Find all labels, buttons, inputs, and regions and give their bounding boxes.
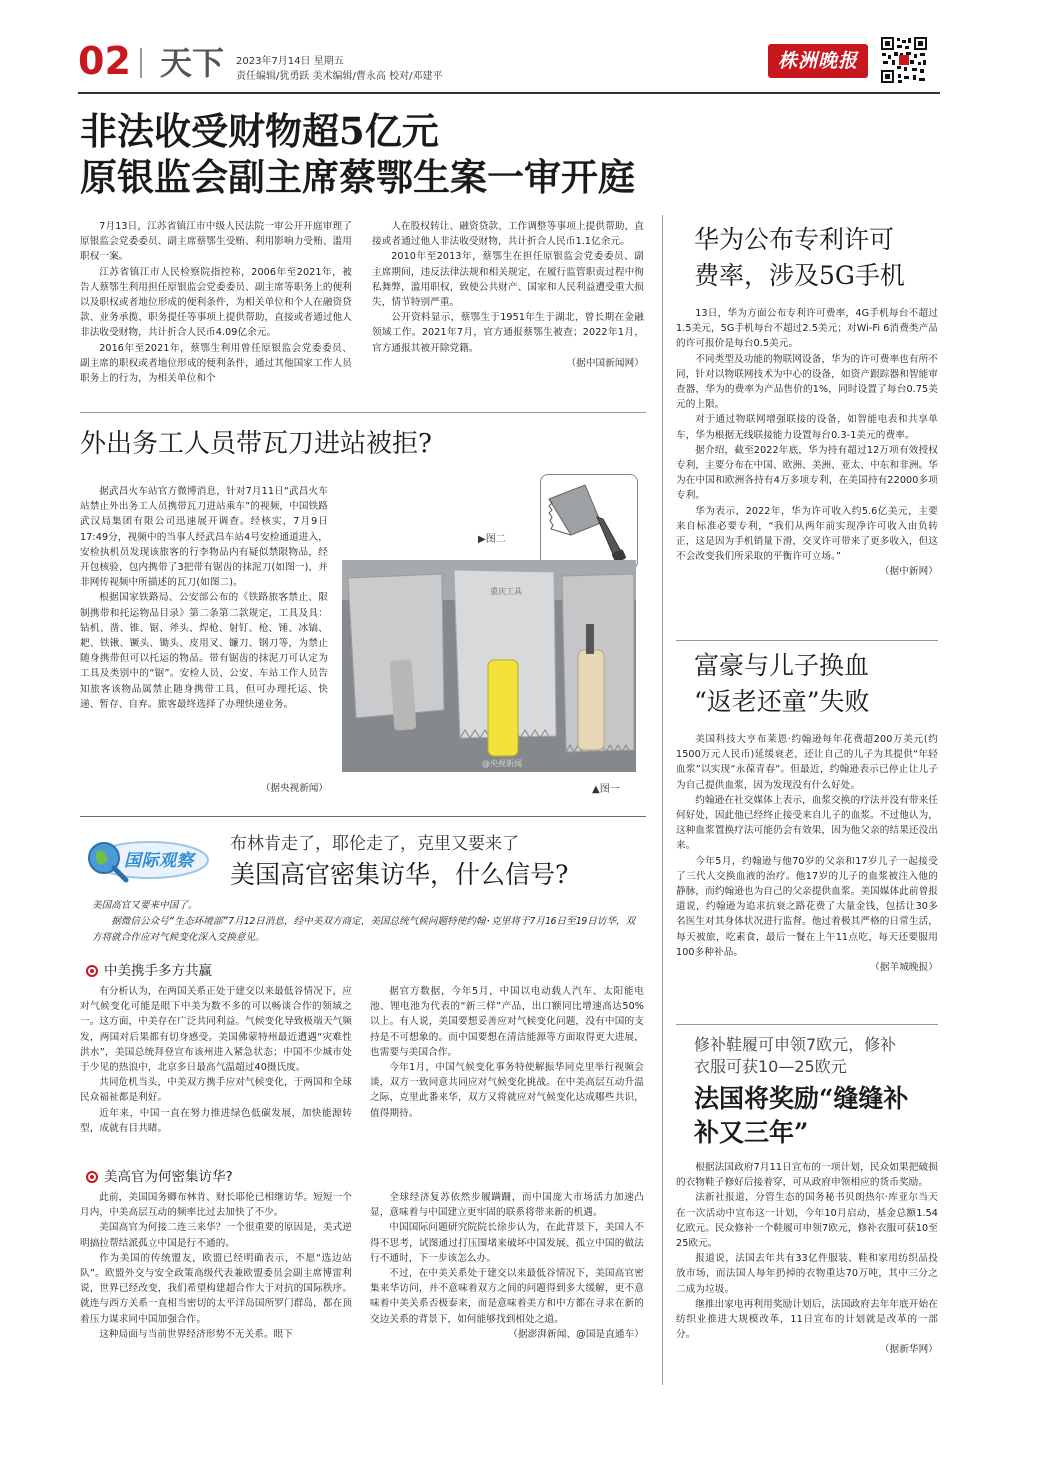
lead-headline-2: 原银监会副主席蔡鄂生案一审开庭 xyxy=(80,155,635,199)
intl-observe-logo xyxy=(82,834,212,886)
section-heading-text: 中美携手多方共赢 xyxy=(104,963,212,979)
repair-subtitle-2: 衣服可获10—25欧元 xyxy=(694,1057,847,1076)
trowel-brand-text: 重庆工具 xyxy=(490,587,522,596)
divider xyxy=(80,412,646,413)
huawei-headline-2: 费率，涉及5G手机 xyxy=(694,261,905,290)
paragraph: 华为表示，2022年，华为许可收入约5.6亿美元，主要来自标准必要专利，“我们从两年前实现净许可收入由负转正，这是因为手机销量下滑，交叉许可带来了更多收入，但这不会改变我们所采取的平衡许可立场。” xyxy=(676,505,938,563)
paragraph: 报道说，法国去年共有33亿件服装、鞋和家用纺织品投放市场，而法国人每年扔掉的衣物重达70万吨，其中三分之二成为垃圾。 xyxy=(676,1253,938,1295)
huawei-headline-1: 华为公布专利许可 xyxy=(694,225,895,254)
trowel-body xyxy=(80,484,328,712)
paragraph: 根据国家铁路局、公安部公布的《铁路旅客禁止、限制携带和托运物品目录》第二条第二款规定，工具及具：钻机、凿、锥、锯、斧头、焊枪、射钉、枪、锤、冰镐、耙、铁锹、镢头、锄头、皮用叉、镰刀、钢刀等，为禁止随身携带但可以托运的物品。带有锯齿的抹泥刀可认定为工具及类别中的“锯”。安检人员、公安、车站工作人员告知旅客该物品属禁止随身携带工具，但可办理托运、快递、暂存、自弃。旅客最终选择了办理快递业务。 xyxy=(80,592,328,710)
paragraph: 对于通过物联网增强联接的设备，如智能电表和共享单车，华为根据无线联接能力设置每台0.3-1美元的费率。 xyxy=(676,414,938,441)
paragraph: 作为美国的传统盟友，欧盟已经明确表示，不愿“选边站队”。欧盟外交与安全政策高级代表兼欧盟委员会副主席博雷利说，世界已经改变，我们希望构建超合作大于对抗的国际秩序。就连与西方关系一直相当密切的太平洋岛国所罗门群岛，都在顶着压力谋求同中国加强合作。 xyxy=(80,1252,352,1325)
section-heading-2 xyxy=(86,1165,233,1185)
section-heading-text: 美高官为何密集访华? xyxy=(104,1169,233,1185)
intl-sec2-col1 xyxy=(80,1190,352,1342)
paragraph: 美国高官为何接二连三来华？一个很重要的原因是，美式逆明搞拉帮结派孤立中国是行不通的。 xyxy=(80,1222,352,1249)
blood-headline-2: “返老还童”失败 xyxy=(694,687,870,716)
section-heading-1 xyxy=(86,959,212,979)
paragraph: 今年1月，中国气候变化事务特使解振华同克里举行视频会谈，双方一致同意共同应对气候变化挑战。在中美高层互动升温之际，克里此番来华，双方又将就应对气候变化达成哪些共识，值得期待。 xyxy=(370,1062,644,1119)
paragraph: 据介绍，截至2022年底，华为持有超过12万项有效授权专利，主要分布在中国、欧洲、美洲、亚太、中东和非洲。华为在中国和欧洲各持有4万多项专利，在美国持有22000多项专利。 xyxy=(676,444,938,502)
figure-2-label: ▶图二 xyxy=(478,534,506,545)
huawei-body xyxy=(676,306,938,580)
paragraph: 2016年至2021年，蔡鄂生利用曾任原银监会党委委员、副主席的职权或者地位形成的便利条件，通过其他国家工作人员职务上的行为，为相关单位和个 xyxy=(80,342,352,385)
paragraph: 公开资料显示，蔡鄂生于1951年生于湖北，曾长期在金融领域工作。2021年7月，官方通报蔡鄂生被查；2022年1月，官方通报其被开除党籍。 xyxy=(372,312,644,354)
repair-subtitle-1: 修补鞋履可申领7欧元，修补 xyxy=(694,1035,897,1054)
figure-1-photo xyxy=(342,560,636,772)
paragraph: 有分析认为，在两国关系正处于建交以来最低谷情况下，应对气候变化可能是眼下中美为数不多的可以畅谈合作的领域之一。这方面，中美存在广泛共同利益。气候变化导致极端天气频发，两国对后果都有切身感受。美国佛蒙特州最近遭遇“灾难性洪水”，美国总统拜登宣布该州进入紧急状态；中国不少城市处于少见的热浪中，北京多日最高气温超过40摄氏度。 xyxy=(80,986,352,1074)
source-credit: （据中新网） xyxy=(879,566,938,578)
masthead-rule xyxy=(78,92,940,94)
source-credit: （据中国新闻网） xyxy=(566,357,644,369)
paragraph: 此前，美国国务卿布林肯、财长耶伦已相继访华。短短一个月内，中美高层互动的频率比过去加快了不少。 xyxy=(80,1192,352,1219)
intl-sec2-col2 xyxy=(370,1190,644,1342)
paper-logo-text: 株洲晚报 xyxy=(777,50,858,72)
paragraph: 全球经济复苏依然步履蹒跚，而中国庞大市场活力加速凸显，意味着与中国建立更牢固的联系将带来新的机遇。 xyxy=(370,1192,644,1219)
intro-line: 美国高官又要来中国了。 xyxy=(92,900,198,911)
intl-subtitle: 布林肯走了，耶伦走了，克里又要来了 xyxy=(230,834,519,854)
figure-2-image xyxy=(540,474,638,570)
paragraph: 根据法国政府7月11日宣布的一项计划，民众如果把破损的衣物鞋子修好后接着穿，可从政府申领相应的货币奖励。 xyxy=(676,1162,938,1189)
issue-date: 2023年7月14日 星期五 xyxy=(236,56,344,67)
paragraph: 美国科技大亨布莱恩·约翰逊每年花费超200万美元(约1500万元人民币)延缓衰老，还让自己的儿子为其提供“年轻血浆”以实现“永葆青春”。但最近，约翰逊表示已停止让儿子为自己提供血浆，因为发现没有什么好处。 xyxy=(676,734,938,791)
repair-body xyxy=(676,1160,938,1358)
source-credit: （据新华网） xyxy=(879,1344,938,1356)
paragraph: 继推出家电再利用奖励计划后，法国政府去年年底开始在纺织业推进大规模改革，11日宣布的计划就是改革的一部分。 xyxy=(676,1298,938,1341)
intro-line: 据微信公众号“生态环境部”7月12日消息，经中美双方商定，美国总统气候问题特使约翰·克里将于7月16日至19日访华，双方将就合作应对气候变化深入交换意见。 xyxy=(92,916,636,943)
repair-headline-2: 补又三年” xyxy=(694,1118,809,1147)
paragraph: 法新社报道，分管生态的国务秘书贝朗热尔·库亚尔当天在一次活动中宣布这一计划，今年10月启动，基金总额1.54亿欧元。民众修补一个鞋履可申领7欧元，修补衣服可获10至25欧元。 xyxy=(676,1192,938,1250)
photo-watermark: @央视新闻 xyxy=(482,759,522,768)
column-divider xyxy=(662,215,663,1385)
paragraph: 不同类型及功能的物联网设备，华为的许可费率也有所不同，针对以物联网技术为中心的设备，如资产跟踪器和智能审查器，华为的费率为产品售价的1%，同时设置了每台0.75美元的上限。 xyxy=(676,353,938,411)
blood-headline-1: 富豪与儿子换血 xyxy=(694,651,870,680)
page-number: 02 xyxy=(78,39,131,83)
paragraph: 据官方数据，今年5月，中国以电动载人汽车、太阳能电池、锂电池为代表的“新三样”产品，出口额同比增速高达50%以上。有人说，美国要想妥善应对气候变化问题，没有中国的支持是不可想象的。而中国要想在清洁能源等方面取得更大进展，也需要与美国合作。 xyxy=(370,986,644,1058)
paragraph: 不过，在中美关系处于建交以来最低谷情况下，美国高官密集来华访问，并不意味着双方之间的问题得到多大缓解，更不意味着中美关系否极泰来，而是意味着美方和中方都在寻求在新的交边关系的背景下，如何能够找到相处之道。 xyxy=(370,1268,644,1325)
intl-sec1-col1 xyxy=(80,984,352,1136)
editors-line: 责任编辑/犹勇跃 美术编辑/曹永高 校对/邓建平 xyxy=(236,71,443,82)
header-divider xyxy=(140,48,142,78)
lead-headline-1: 非法收受财物超5亿元 xyxy=(80,109,439,153)
paragraph: 据武昌火车站官方微博消息，针对7月11日“武昌火车站禁止外出务工人员携带瓦刀进站乘车”的视频，中国铁路武汉局集团有限公司迅速展开调查。经核实，7月9日17:49分，视频中的当事人经武昌车站4号安检通道进入，安检执机员发现该旅客的行李物品内有疑似禁限物品，经开包核验，包内携带了3把带有锯齿的抹泥刀(如图一)，并非网传视频中所描述的瓦刀(如图二)。 xyxy=(80,486,328,589)
intl-sec1-col2 xyxy=(370,984,644,1121)
paragraph: 2010年至2013年，蔡鄂生在担任原银监会党委委员、副主席期间，违反法律法规和相关规定，在履行监管职责过程中徇私舞弊，滥用职权，致使公共财产、国家和人民利益遭受重大损失，情节特别严重。 xyxy=(372,251,644,309)
paragraph: 7月13日，江苏省镇江市中级人民法院一审公开开庭审理了原银监会党委委员、副主席蔡鄂生受贿、利用影响力受贿、滥用职权一案。 xyxy=(80,221,352,263)
intl-headline: 美国高官密集访华，什么信号? xyxy=(230,860,569,889)
repair-headline-1: 法国将奖励“缝缝补 xyxy=(694,1084,909,1113)
paragraph: 近年来，中国一直在努力推进绿色低碳发展，加快能源转型，成就有目共睹。 xyxy=(80,1107,352,1134)
qr-code[interactable] xyxy=(880,36,928,84)
source-credit: （据澎湃新闻、@国是直通车） xyxy=(508,1328,644,1340)
divider xyxy=(676,640,938,641)
bullet-icon xyxy=(86,965,98,977)
intl-observe-logo-text: 国际观察 xyxy=(124,851,194,871)
intl-intro xyxy=(92,898,640,946)
blood-body xyxy=(676,732,938,975)
paragraph: 人在股权转让、融资贷款、工作调整等事项上提供帮助，直接或者通过他人非法收受财物，共计折合人民币1.1亿余元。 xyxy=(372,221,644,248)
source-credit: （据央视新闻） xyxy=(260,783,328,794)
paragraph: 共同危机当头，中美双方携手应对气候变化，于两国和全球民众福祉都是利好。 xyxy=(80,1077,352,1104)
lead-col-1 xyxy=(80,219,352,386)
paragraph: 中国国际问题研究院院长徐步认为，在此背景下，美国人不得不思考，试图通过打压围堵来破坏中国发展、孤立中国的做法行不通时，下一步该怎么办。 xyxy=(370,1222,644,1264)
paragraph: 这种局面与当前世界经济形势不无关系。眼下 xyxy=(99,1328,294,1340)
source-credit: （据羊城晚报） xyxy=(870,962,938,974)
paragraph: 今年5月，约翰逊与他70岁的父亲和17岁儿子一起接受了三代人交换血液的治疗。他17岁的儿子的血浆被注入他的静脉，而约翰逊也为自己的父亲提供血浆。美国媒体此前曾报道说，约翰逊为追求抗衰之路花费了大量金钱，包括让30多名医生对其身体状况进行监督。他过着极其严格的日常生活，每天被旅，吃素食，最后一餐在上午11点吃，每天还要服用100多种补品。 xyxy=(676,855,938,958)
lead-col-2 xyxy=(372,219,644,371)
paragraph: 约翰逊在社交媒体上表示，血浆交换的疗法并没有带来任何好处，因此他已经终止接受来自儿子的血浆。不过他认为，这种血浆置换疗法可能仍会有效果，因为他父亲的结果还没出来。 xyxy=(676,794,938,852)
figure-1-label: ▲图一 xyxy=(592,784,620,795)
paper-logo xyxy=(768,44,868,78)
bullet-icon xyxy=(86,1171,98,1183)
trowel-headline: 外出务工人员带瓦刀进站被拒? xyxy=(80,429,432,459)
paragraph: 13日，华为方面公布专利许可费率，4G手机每台不超过1.5美元，5G手机每台不超过2.5美元；对Wi-Fi 6消费类产品的许可报价是每台0.5美元。 xyxy=(676,308,938,350)
section-name: 天下 xyxy=(160,44,225,82)
divider xyxy=(676,1024,938,1025)
masthead xyxy=(0,0,1039,100)
divider xyxy=(80,816,646,817)
paragraph: 江苏省镇江市人民检察院指控称，2006年至2021年，被告人蔡鄂生利用担任原银监会党委委员、副主席等职务上的便利以及职权或者地位形成的便利条件，为相关单位和个人在融资贷款、业务承揽、职务提任等事项上提供帮助，直接或者通过他人非法收受财物，共计折合人民币4.09亿余元。 xyxy=(80,266,352,339)
